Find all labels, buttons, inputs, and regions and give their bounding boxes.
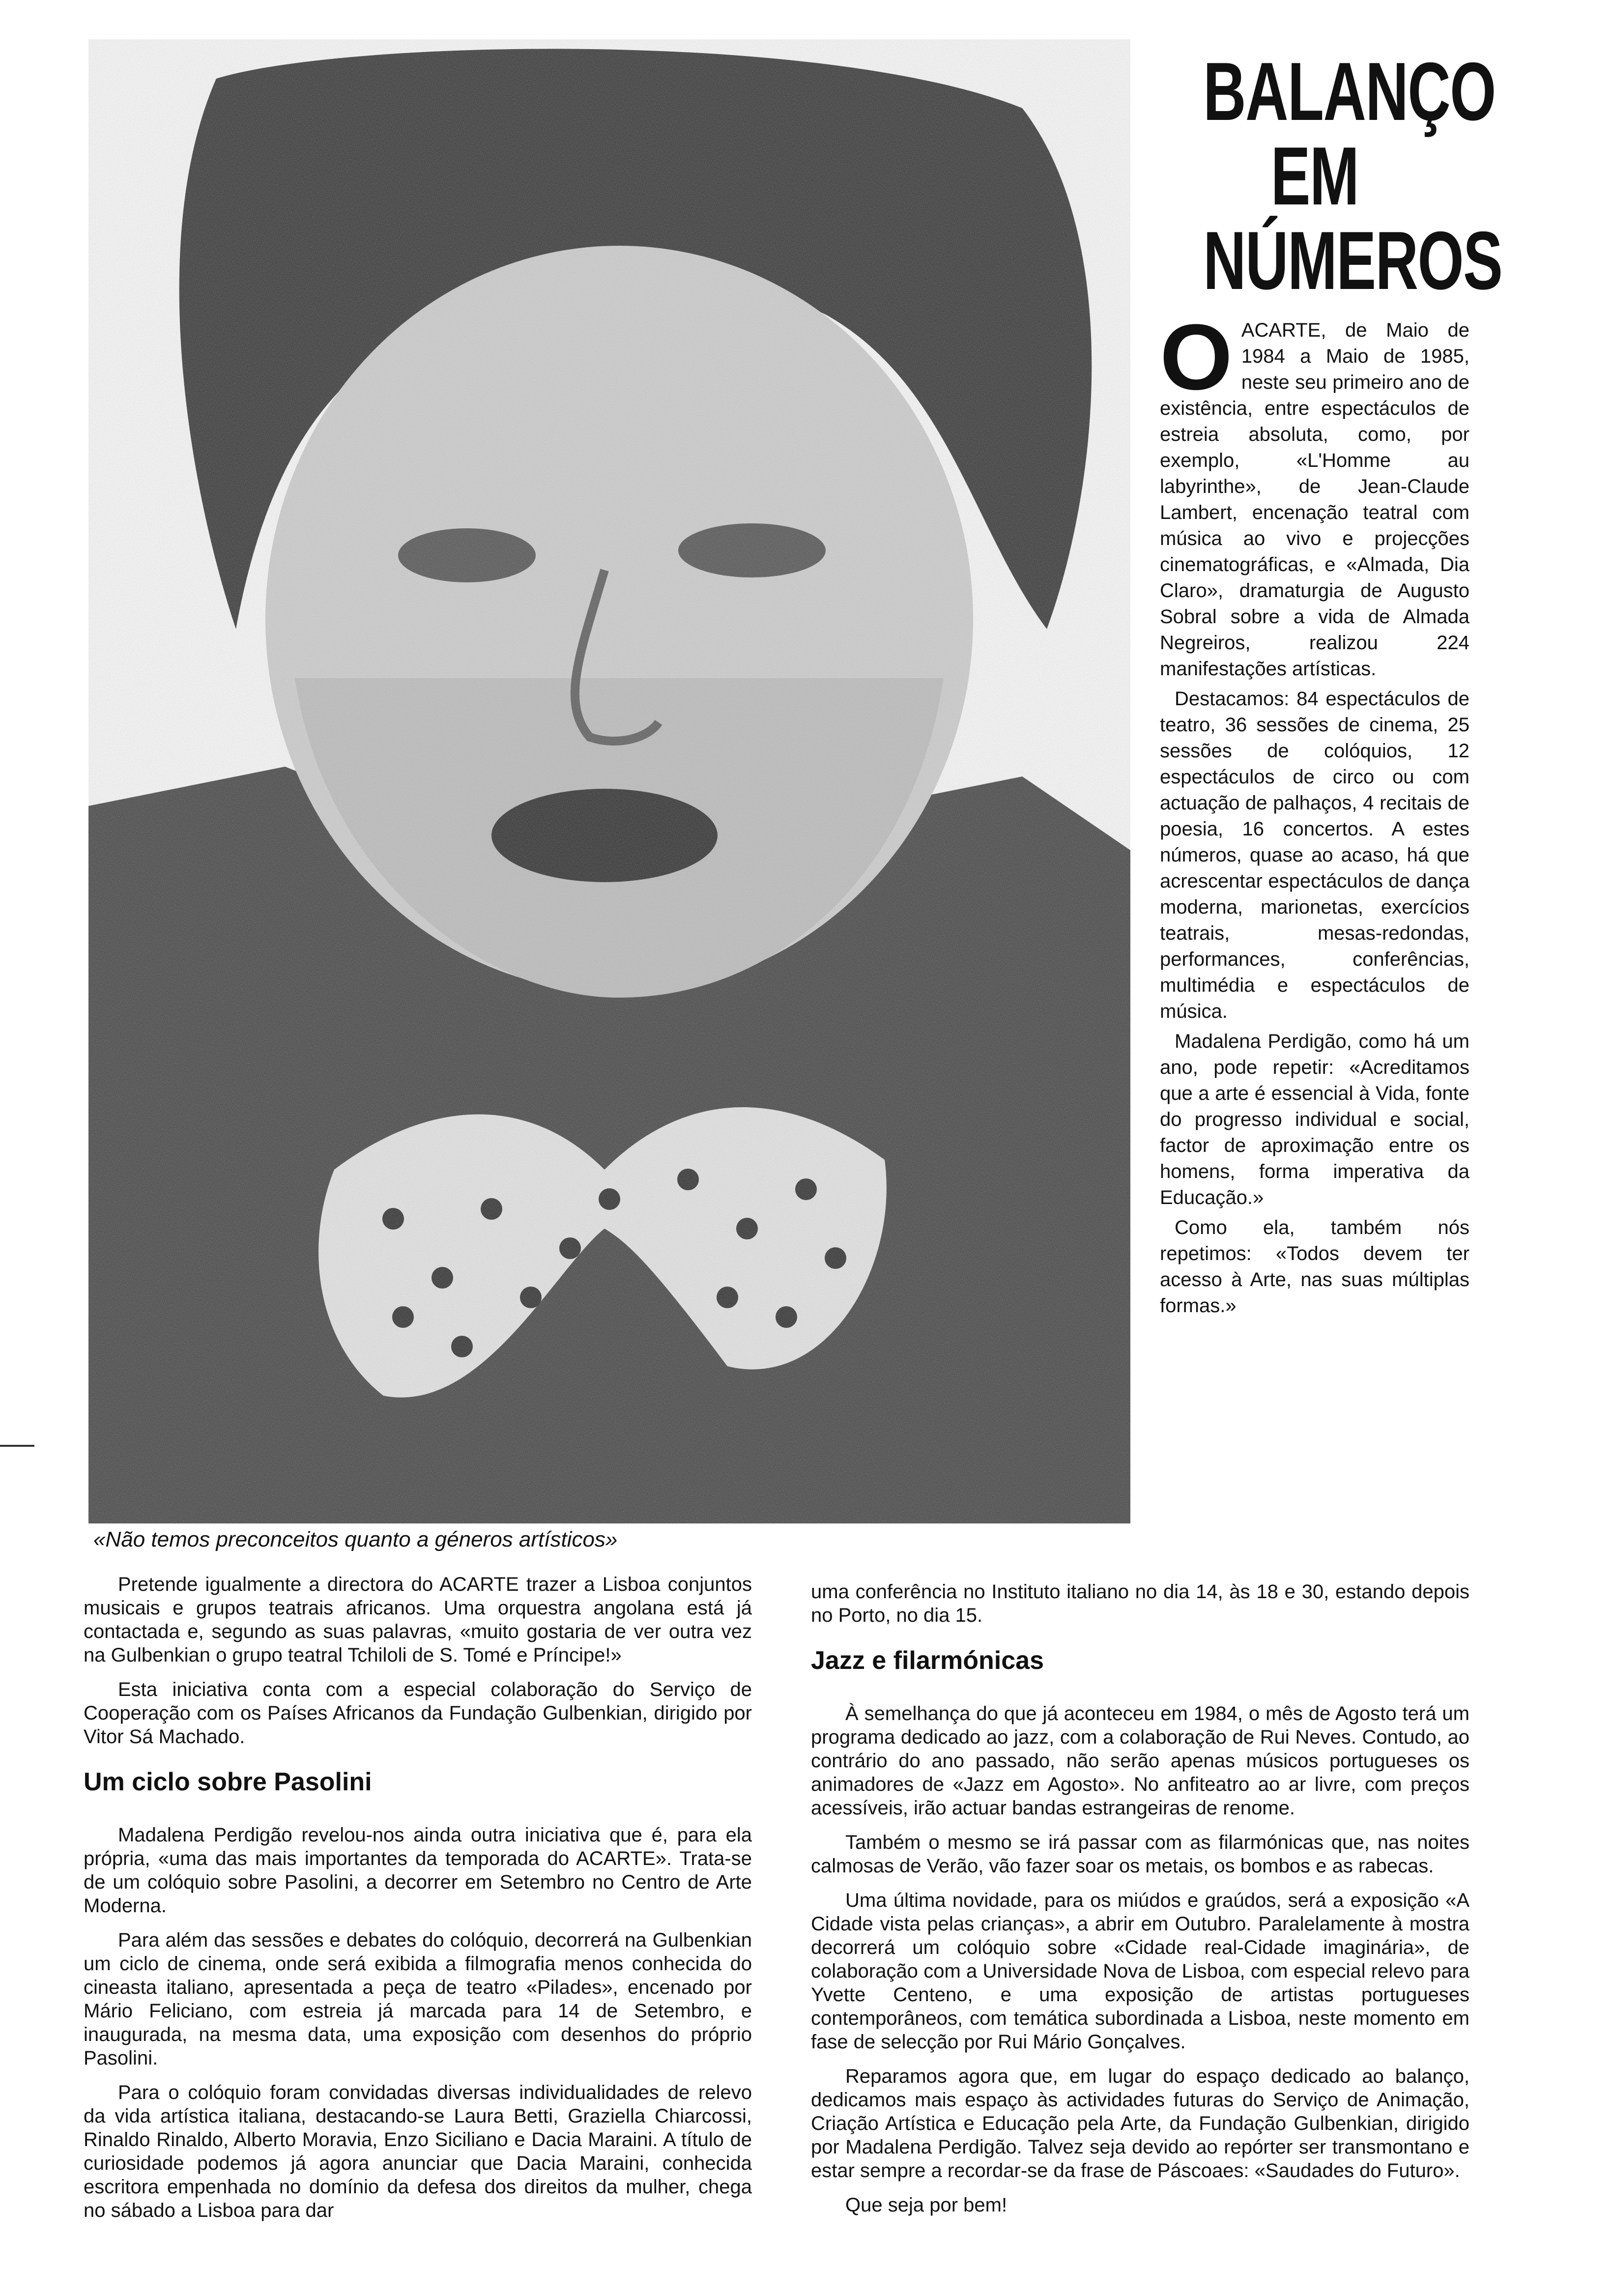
article-paragraph: uma conferência no Instituto italiano no dia 14, às 18 e 30, estando depois no Porto, no dia 15. (811, 1581, 1469, 1626)
article-column-left (84, 1573, 752, 2233)
sidebar-headline (1203, 45, 1502, 307)
article-paragraph: Reparamos agora que, em lugar do espaço dedicado ao balanço, dedicamos mais espaço às actividades futuras do Serviço de Animação, Criação Artística e Educação pela Arte, da Fundação Gulbenkian, dirigido por Madalena Perdigão. Talvez seja devido ao repórter ser transmontano e estar sempre a recordar-se da frase de Páscoaes: «Saudades do Futuro». (811, 2066, 1469, 2181)
article-paragraph: Também o mesmo se irá passar com as filarmónicas que, nas noites calmosas de Verão, vão fazer soar os metais, os bombos e as rabecas. (811, 1832, 1469, 1877)
photo-caption: «Não temos preconceitos quanto a géneros artísticos» (93, 1527, 618, 1551)
article-paragraph: Para o colóquio foram convidadas diversas individualidades de relevo da vida artística italiana, destacando-se Laura Betti, Graziella Chiarcossi, Rinaldo Rinaldo, Alberto Moravia, Enzo Siciliano e Dacia Maraini. A título de curiosidade podemos já agora anunciar que Dacia Maraini, conhecida escritora empenhada no domínio da defesa dos direitos da mulher, chega no sábado a Lisboa para dar (84, 2082, 752, 2221)
sidebar-body (1160, 305, 1469, 1319)
headline-line: BALANÇO (1203, 45, 1496, 138)
sidebar-paragraph: Como ela, também nós repetimos: «Todos devem ter acesso à Arte, nas suas múltiplas formas.» (1160, 1217, 1469, 1317)
article-paragraph: Para além das sessões e debates do colóquio, decorrerá na Gulbenkian um ciclo de cinema, onde será exibida a filmografia menos conhecida do cineasta italiano, apresentada a peça de teatro «Pilades», encenado por Mário Feliciano, com estreia já marcada para 14 de Setembro, e inaugurada, na mesma data, uma exposição com desenhos do próprio Pasolini. (84, 1929, 752, 2069)
sidebar-paragraph: Destacamos: 84 espectáculos de teatro, 36 sessões de cinema, 25 sessões de colóquios, 12 espectáculos de circo ou com actuação de palhaços, 4 recitais de poesia, 16 concertos. A estes números, quase ao acaso, há que acrescentar espectáculos de dança moderna, marionetas, exercícios teatrais, mesas-redondas, performances, conferências, multimédia e espectáculos de música. (1160, 688, 1469, 1022)
sidebar-paragraph: Madalena Perdigão, como há um ano, pode repetir: «Acreditamos que a arte é essencial à Vida, fonte do progresso individual e social, factor de aproximação entre os homens, forma imperativa da Educação.» (1160, 1031, 1469, 1208)
headline-line: NÚMEROS (1203, 214, 1502, 307)
sidebar-paragraph (1160, 305, 1469, 682)
article-paragraph: À semelhança do que já aconteceu em 1984, o mês de Agosto terá um programa dedicado ao jazz, com a colaboração de Rui Neves. Contudo, ao contrário do ano passado, não serão apenas músicos portugueses os animadores de «Jazz em Agosto». No anfiteatro ao ar livre, com preços acessíveis, irão actuar bandas estrangeiras de renome. (811, 1703, 1469, 1819)
article-paragraph: Madalena Perdigão revelou-nos ainda outra iniciativa que é, para ela própria, «uma das mais importantes da temporada do ACARTE». Trata-se de um colóquio sobre Pasolini, a decorrer em Setembro no Centro de Arte Moderna. (84, 1824, 752, 1917)
portrait-photo (88, 39, 1130, 1523)
portrait-image (88, 39, 1130, 1523)
section-heading: Um ciclo sobre Pasolini (84, 1768, 372, 1796)
sidebar-paragraph-text: ACARTE, de Maio de 1984 a Maio de 1985, neste seu primeiro ano de existência, entre espectáculos de estreia absoluta, como, por exemplo, «L'Homme au labyrinthe», de Jean-Claude Lambert, encenação teatral com música ao vivo e projecções cinematográficas, e «Almada, Dia Claro», dramaturgia de Augusto Sobral sobre a vida de Almada Negreiros, realizou 224 manifestações artísticas. (1160, 319, 1469, 680)
article-paragraph: Que seja por bem! (845, 2194, 1008, 2216)
headline-line: EM (1270, 130, 1359, 222)
article-column-right (811, 1580, 1469, 2228)
sidebar-box (1160, 45, 1502, 1548)
article-paragraph: Uma última novidade, para os miúdos e graúdos, será a exposição «A Cidade vista pelas crianças», a abrir em Outubro. Paralelamente à mostra decorrerá um colóquio sobre «Cidade real-Cidade imaginária», de colaboração com a Universidade Nova de Lisboa, com especial relevo para Yvette Centeno, e uma exposição de artistas portugueses contemporâneos, com temática subordinada a Lisboa, neste momento em fase de selecção por Rui Mário Gonçalves. (811, 1890, 1469, 2053)
article-paragraph: Esta iniciativa conta com a especial colaboração do Serviço de Cooperação com os Países Africanos da Fundação Gulbenkian, dirigido por Vitor Sá Machado. (84, 1679, 752, 1748)
article-paragraph: Pretende igualmente a directora do ACARTE trazer a Lisboa conjuntos musicais e grupos teatrais africanos. Uma orquestra angolana está já contactada e, segundo as suas palavras, «muito gostaria de ver outra vez na Gulbenkian o grupo teatral Tchiloli de S. Tomé e Príncipe!» (84, 1574, 752, 1666)
section-heading: Jazz e filarmónicas (811, 1646, 1044, 1675)
drop-cap: O (1160, 305, 1233, 409)
margin-mark (0, 1445, 34, 1447)
